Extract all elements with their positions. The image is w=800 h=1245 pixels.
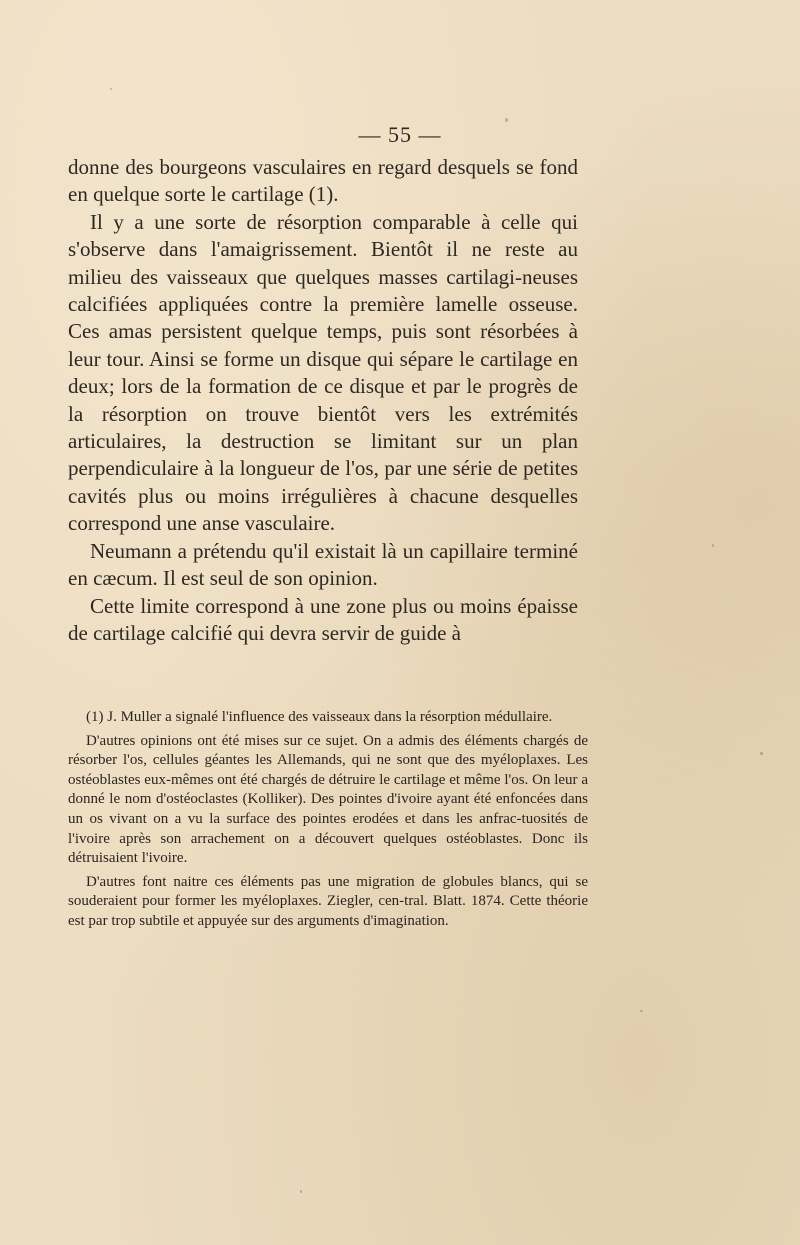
body-paragraph: Neumann a prétendu qu'il existait là un capillaire terminé en cæcum. Il est seul de son opinion. <box>68 538 578 591</box>
paper-speck <box>110 88 112 90</box>
body-paragraph: Il y a une sorte de résorption comparable à celle qui s'observe dans l'amaigrissement. Bientôt il ne reste au milieu des vaisseaux que quelques masses cartilagi-neuses calcifiées appliquées contre la première lamelle osseuse. Ces amas persistent quelque temps, puis sont résorbées à leur tour. Ainsi se forme un disque qui sépare le cartilage en deux; lors de la formation de ce disque et par le progrès de la résorption on trouve bientôt vers les extrémités articulaires, la destruction se limitant sur un plan perpendiculaire à la longueur de l'os, par une série de petites cavités plus ou moins irrégulières à chacune desquelles correspond une anse vasculaire. <box>68 209 578 536</box>
body-paragraph: Cette limite correspond à une zone plus ou moins épaisse de cartilage calcifié qui devra servir de guide à <box>68 593 578 645</box>
footnote-paragraph: D'autres font naitre ces éléments pas une migration de globules blancs, qui se souderaient pour former les myéloplaxes. Ziegler, cen-tral. Blatt. 1874. Cette théorie est par trop subtile et appuyée sur des arguments d'imagination. <box>68 873 588 929</box>
paper-speck <box>505 118 508 122</box>
body-paragraph: donne des bourgeons vasculaires en regard desquels se fond en quelque sorte le cartilage (1). <box>68 155 578 207</box>
footnotes <box>68 708 588 932</box>
footnote-paragraph: D'autres opinions ont été mises sur ce sujet. On a admis des éléments chargés de résorber l'os, cellules géantes les Allemands, qui ne sont que des myéloplaxes. Les ostéoblastes eux-mêmes ont été chargés de détruire le cartilage et même l'os. On leur a donné le nom d'ostéoclastes (Kolliker). Des pointes d'ivoire ayant été enfoncées dans un os vivant on a vu la surface des pointes erodées et dans les anfrac-tuosités de l'ivoire après son arrachement on a découvert quelques ostéoblastes. Donc ils détruisaient l'ivoire. <box>68 732 588 867</box>
footnote-paragraph: (1) J. Muller a signalé l'influence des vaisseaux dans la résorption médullaire. <box>86 709 553 725</box>
page-number: — 55 — <box>358 122 442 147</box>
main-text <box>68 154 578 647</box>
paper-speck <box>640 1010 643 1012</box>
paper-speck <box>300 1190 302 1193</box>
paper-speck <box>712 544 714 547</box>
paper-speck <box>760 752 763 755</box>
